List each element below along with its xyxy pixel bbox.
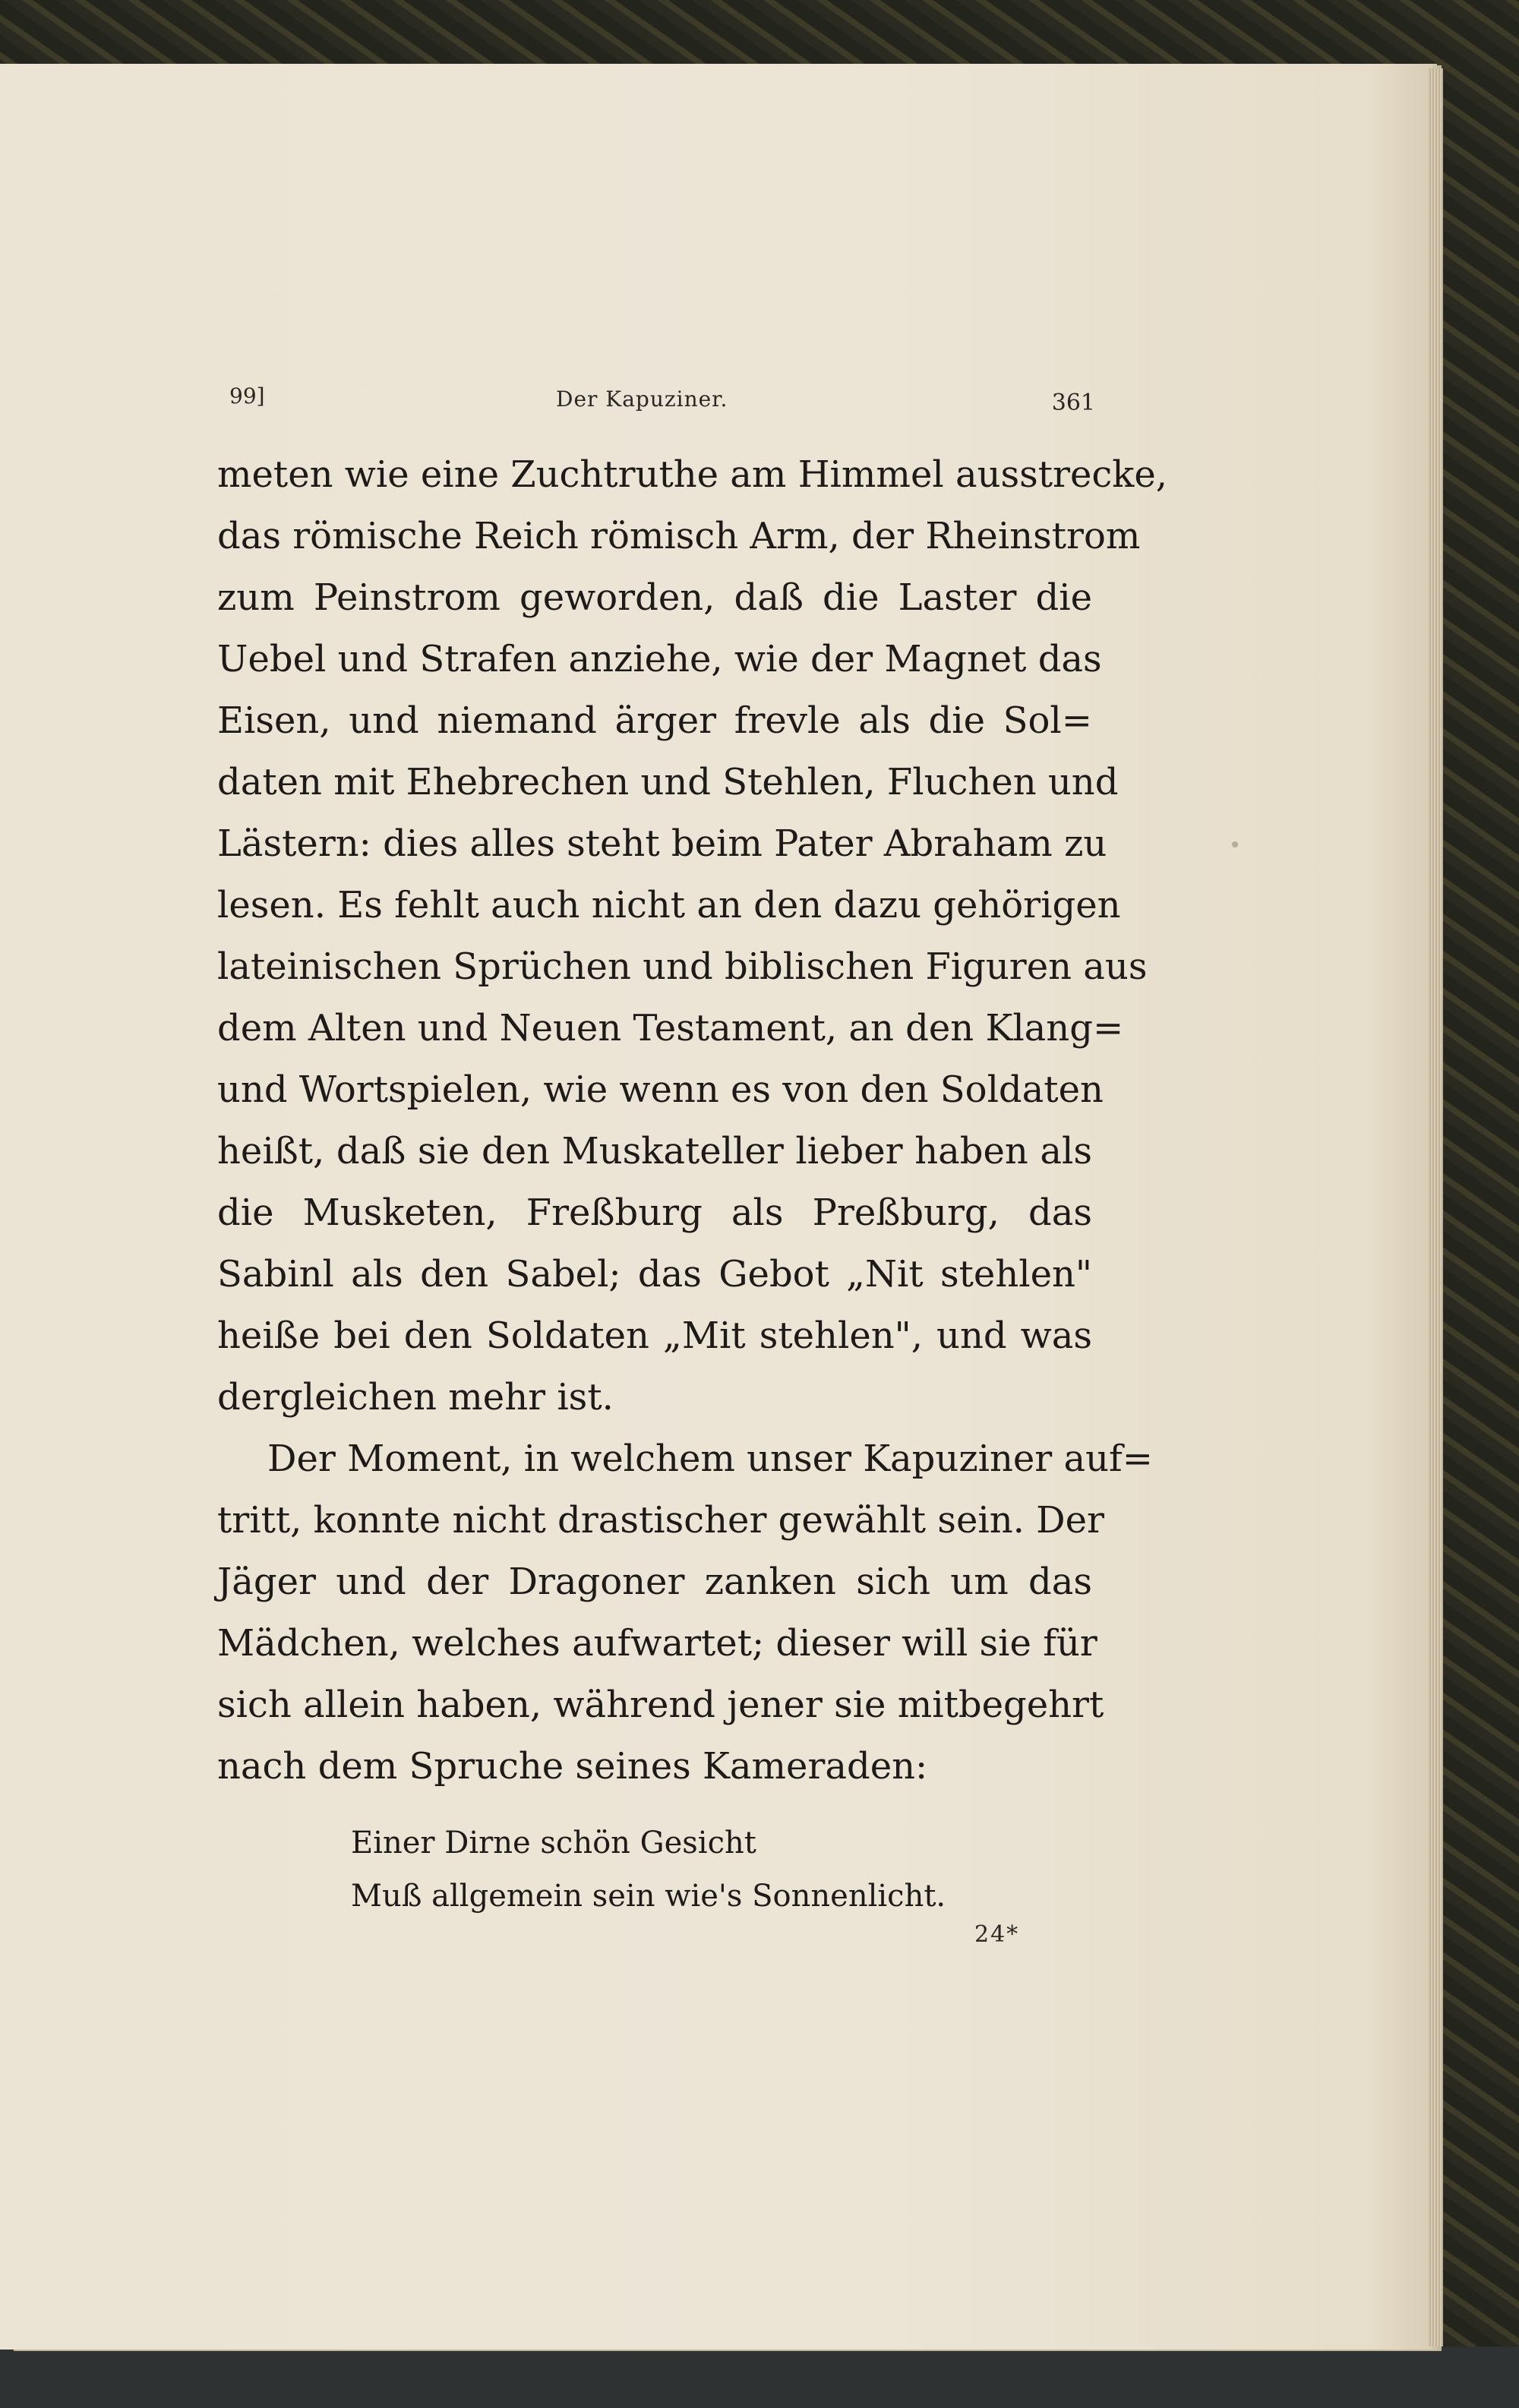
- text-line: dem Alten und Neuen Testament, an den Klang=: [217, 1007, 1124, 1049]
- text-line: tritt, konnte nicht drastischer gewählt sein. Der: [217, 1499, 1104, 1542]
- text-line: daten mit Ehebrechen und Stehlen, Fluchen und: [217, 761, 1119, 803]
- cover-bottom-edge: [0, 2346, 1519, 2408]
- paragraph-start-line: Der Moment, in welchem unser Kapuziner auf=: [267, 1438, 1153, 1480]
- running-title: Der Kapuziner.: [556, 387, 728, 412]
- text-line: heiße bei den Soldaten „Mit stehlen", und was: [217, 1314, 1092, 1357]
- paper-speck: [1232, 841, 1238, 847]
- text-line: heißt, daß sie den Muskateller lieber haben als: [217, 1130, 1092, 1172]
- text-line: Lästern: dies alles steht beim Pater Abraham zu: [217, 822, 1107, 865]
- text-line: das römische Reich römisch Arm, der Rheinstrom: [217, 515, 1141, 557]
- text-line: Sabinl als den Sabel; das Gebot „Nit stehlen": [217, 1253, 1092, 1296]
- text-line: sich allein haben, während jener sie mitbegehrt: [217, 1684, 1104, 1726]
- text-line: Eisen, und niemand ärger frevle als die Sol=: [217, 699, 1092, 742]
- page-edge: [1428, 68, 1443, 2346]
- signature-mark: 24*: [974, 1921, 1020, 1948]
- running-head: [229, 383, 1095, 421]
- body-text: [217, 444, 1168, 1797]
- verse-line: Einer Dirne schön Gesicht: [351, 1826, 756, 1860]
- chapter-number: 99]: [229, 383, 265, 409]
- text-line: dergleichen mehr ist.: [217, 1376, 614, 1419]
- text-line: und Wortspielen, wie wenn es von den Soldaten: [217, 1068, 1104, 1111]
- text-line: Mädchen, welches aufwartet; dieser will sie für: [217, 1622, 1097, 1665]
- page-number: 361: [1051, 390, 1095, 416]
- text-line: meten wie eine Zuchtruthe am Himmel ausstrecke,: [217, 453, 1168, 496]
- text-line: zum Peinstrom geworden, daß die Laster die: [217, 576, 1092, 619]
- verse-quote: [351, 1816, 946, 1923]
- verse-line: Muß allgemein sein wie's Sonnenlicht.: [351, 1879, 946, 1914]
- text-line: Uebel und Strafen anziehe, wie der Magnet das: [217, 638, 1102, 680]
- text-line: nach dem Spruche seines Kameraden:: [217, 1745, 928, 1788]
- text-line: lateinischen Sprüchen und biblischen Figuren aus: [217, 945, 1148, 988]
- text-line: die Musketen, Freßburg als Preßburg, das: [217, 1191, 1092, 1234]
- text-line: lesen. Es fehlt auch nicht an den dazu gehörigen: [217, 884, 1121, 926]
- text-line: Jäger und der Dragoner zanken sich um das: [217, 1561, 1092, 1603]
